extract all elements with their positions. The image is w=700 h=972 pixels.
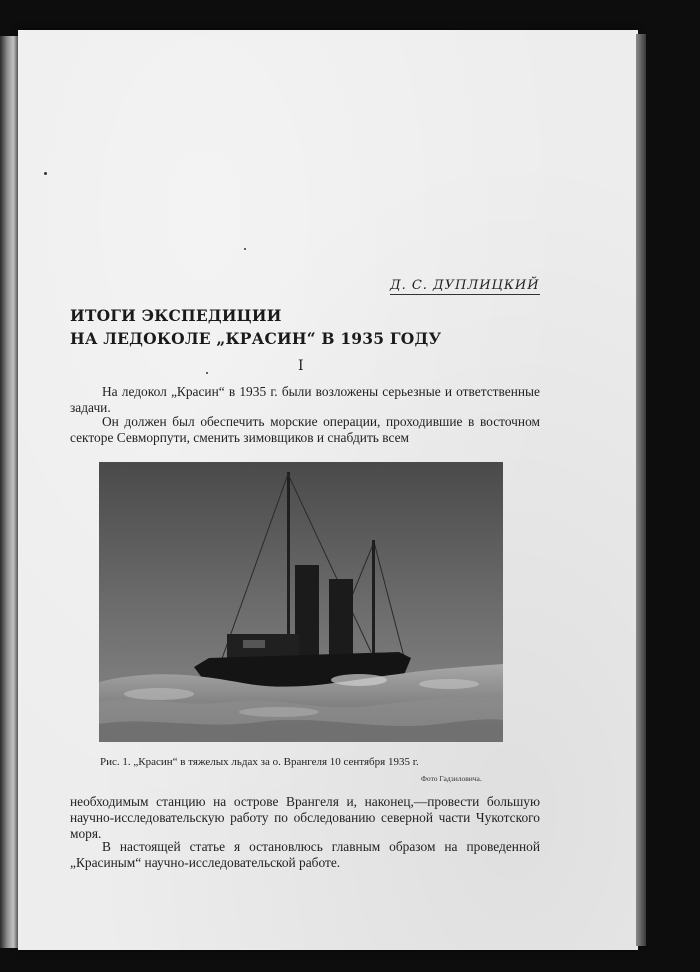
figure-caption: Рис. 1. „Красин“ в тяжелых льдах за о. Врангеля 10 сентября 1935 г.: [100, 756, 419, 768]
paper-speck: [206, 372, 208, 374]
paragraph-1: На ледокол „Красин“ в 1935 г. были возложены серьезные и ответственные задачи.: [70, 384, 540, 415]
paper-speck: [44, 172, 47, 175]
title-line-2: НА ЛЕДОКОЛЕ „КРАСИН“ В 1935 ГОДУ: [70, 329, 442, 348]
icebreaker-illustration: [99, 462, 503, 742]
icebreaker-photo: [99, 462, 503, 742]
photo-credit: Фото Гадзиловича.: [421, 774, 482, 783]
page-edge-shadow: [636, 34, 646, 946]
book-spine: [0, 36, 18, 948]
paragraph-4: В настоящей статье я остановлюсь главным образом на проведенной „Красиным“ научно-исследовательской работе.: [70, 839, 540, 870]
section-number: I: [298, 358, 304, 374]
author-name: Д. С. ДУПЛИЦКИЙ: [390, 278, 540, 293]
title-line-1: ИТОГИ ЭКСПЕДИЦИИ: [70, 306, 282, 325]
paragraph-3: необходимым станцию на острове Врангеля и, наконец,—провести большую научно-исследовательскую работу по обследованию северной части Чукотского моря.: [70, 794, 540, 841]
paragraph-2: Он должен был обеспечить морские операции, проходившие в восточном секторе Севморпути, сменить зимовщиков и снабдить всем: [70, 414, 540, 445]
paper-speck: [244, 248, 246, 250]
article-title: [70, 304, 441, 350]
